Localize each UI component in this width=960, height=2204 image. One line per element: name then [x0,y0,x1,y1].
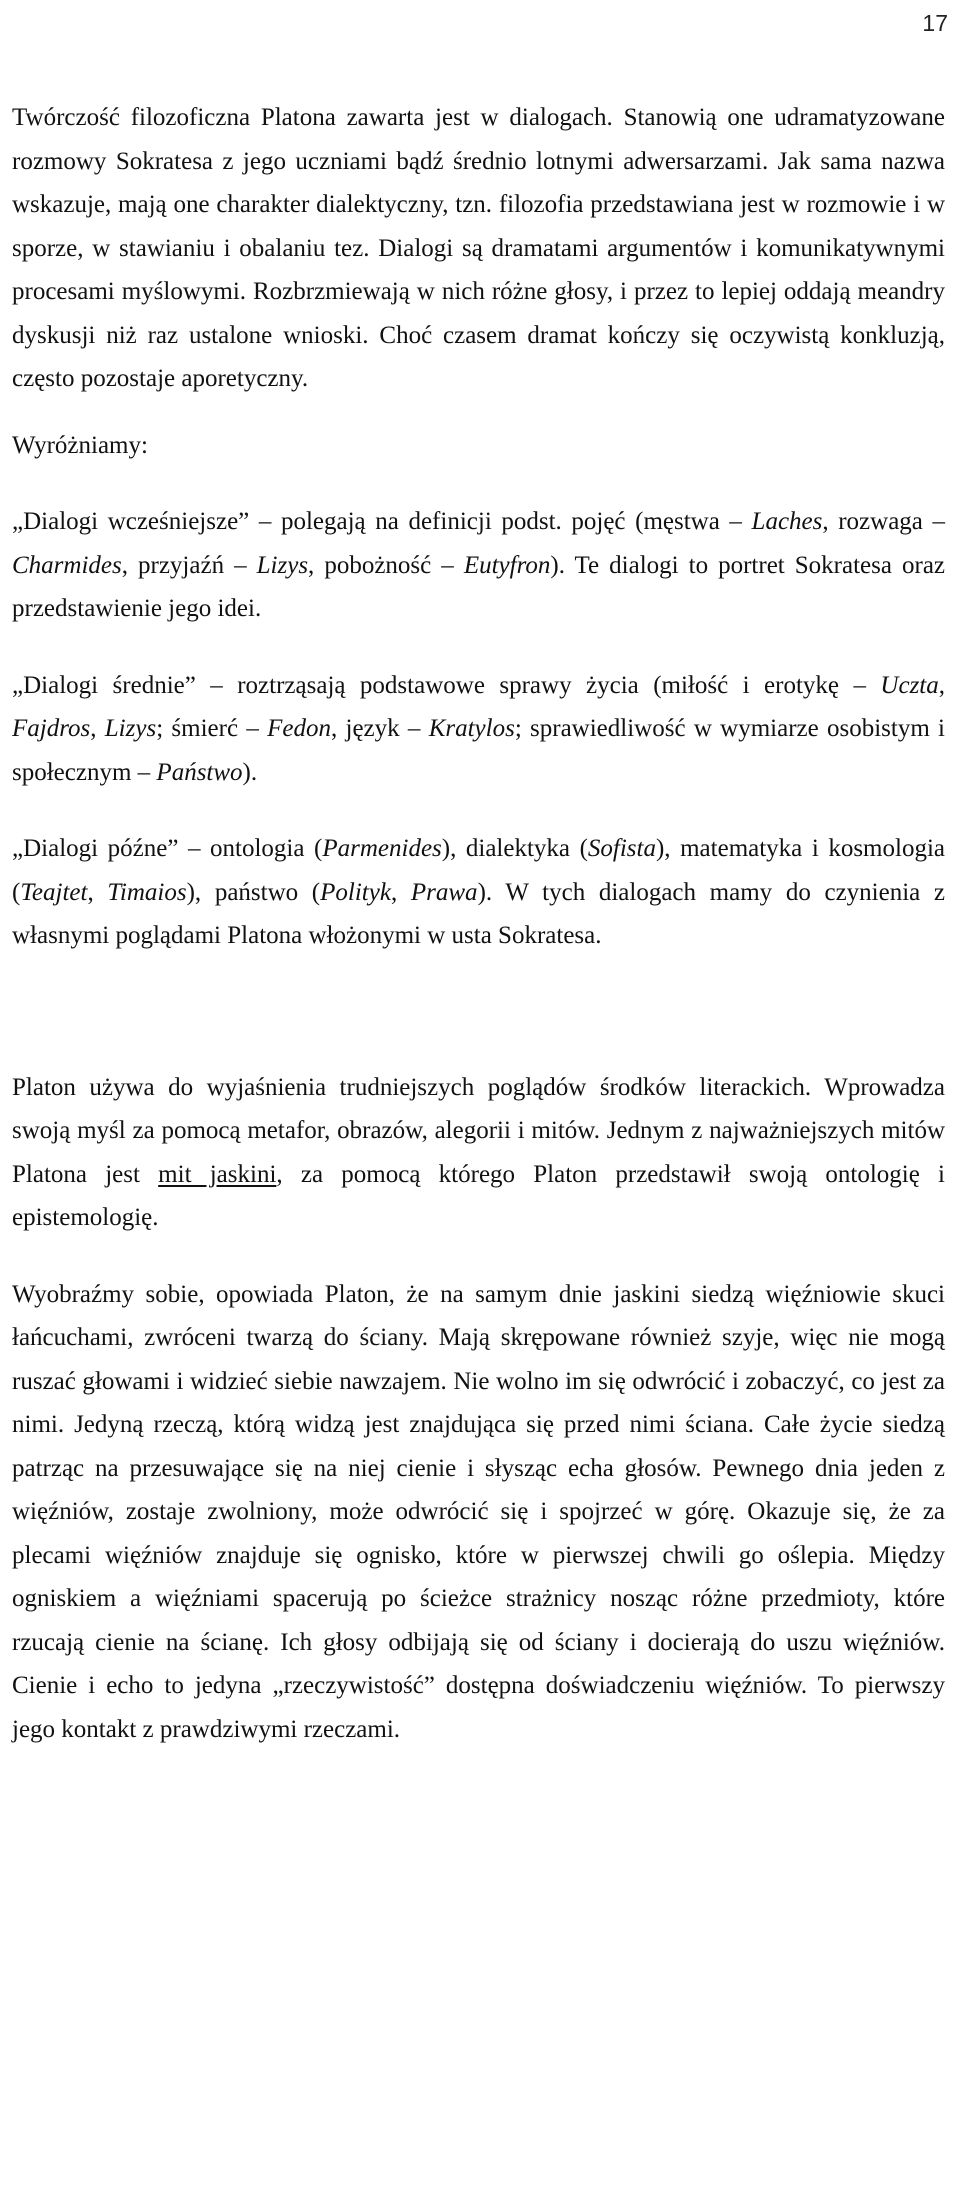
text-run: ), matematyka i kosmologia ( [12,835,945,906]
dialogue-title: Kratylos [428,715,515,742]
text-run: , [87,878,108,906]
literary-devices-paragraph [12,1066,945,1240]
text-run: , rozwaga – [822,508,946,535]
text-run: ; sprawiedliwość w wymiarze osobistym i społecznym – [12,715,945,786]
text-run: , pobożność – [308,551,464,579]
late-dialogues-paragraph [12,827,945,958]
text-run: ). W tych dialogach mamy do czynienia z własnymi poglądami Platona włożonymi w usta Sokratesa. [12,878,946,949]
dialogue-title: Lizys [256,551,309,579]
dialogue-title: Charmides [12,551,122,579]
text-run: „Dialogi wcześniejsze” – polegają na definicji podst. pojęć (męstwa – [12,508,752,535]
distinguish-label: Wyróżniamy: [12,431,148,459]
dialogue-title: Fajdros [12,715,91,742]
text-run: ). [242,758,258,786]
dialogue-title: Laches [751,508,823,535]
cave-myth-paragraph: Wyobraźmy sobie, opowiada Platon, że na samym dnie jaskini siedzą więźniowie skuci łańcuchami, zwróceni twarzą do ściany. Mają skrępowane również szyje, więc nie mogą ruszać głowami i widzieć siebie nawzajem. Nie wolno im się odwrócić i zobaczyć, co jest za nimi. Jedyną rzeczą, którą widzą jest znajdująca się przed nimi ściana. Całe życie siedzą patrząc na przesuwające się na niej cienie i słysząc echa głosów. Pewnego dnia jeden z więźniów, zostaje zwolniony, może odwrócić się i spojrzeć w górę. Okazuje się, że za plecami więźniów znajduje się ognisko, które w pierwszej chwili go oślepia. Między ogniskiem a więźniami spacerują po ścieżce strażnicy nosząc różne przedmioty, które rzucają cienie na ścianę. Ich głosy odbijają się od ściany i docierają do uszu więźniów. Cienie i echo to jedyna „rzeczywistość” dostępna doświadczeniu więźniów. To pierwszy jego kontakt z prawdziwymi rzeczami. [12,1280,945,1743]
dialogue-title: Eutyfron [463,551,551,579]
dialogue-title: Polityk [320,878,391,906]
text-run: ), państwo ( [186,878,321,906]
middle-dialogues-paragraph [12,664,945,795]
text-run: , przyjaźń – [121,551,257,579]
dialogue-title: Teajtet [20,878,88,906]
intro-paragraph: Twórczość filozoficzna Platona zawarta jest w dialogach. Stanowią one udramatyzowane rozmowy Sokratesa z jego uczniami bądź średnio lotnymi adwersarzami. Jak sama nazwa wskazuje, mają one charakter dialektyczny, tzn. filozofia przedstawiana jest w rozmowie i w sporze, w stawianiu i obalaniu tez. Dialogi są dramatami argumentów i komunikatywnymi procesami myślowymi. Rozbrzmiewają w nich różne głosy, i przez to lepiej oddają meandry dyskusji niż raz ustalone wnioski. Choć czasem dramat kończy się oczywistą konkluzją, często pozostaje aporetyczny. [12,104,945,392]
dialogue-title: Sofista [587,835,656,862]
text-run: ), dialektyka ( [441,835,588,862]
early-dialogues-paragraph [12,500,945,631]
dialogue-title: Fedon [267,715,331,742]
text-run: , za pomocą którego Platon przedstawił swoją ontologię i epistemologię. [12,1160,946,1231]
dialogue-title: Prawa [410,878,478,906]
text-run: , język – [330,715,429,742]
text-run: „Dialogi późne” – ontologia ( [12,835,323,862]
text-run: ; śmierć – [156,715,268,742]
dialogue-title: Uczta [880,671,939,699]
cave-myth-term: mit jaskini [158,1160,277,1188]
dialogue-title: Parmenides [322,835,442,862]
text-run: ). Te dialogi to portret Sokratesa oraz przedstawienie jego idei. [12,551,946,622]
dialogue-title: Lizys [104,715,157,742]
text-run: Platon używa do wyjaśnienia trudniejszych poglądów środków literackich. Wprowadza swoją myśl za pomocą metafor, obrazów, alegorii i mitów. Jednym z najważniejszych mitów Platona jest [12,1073,945,1188]
text-run: , [938,671,945,699]
text-run: , [390,878,411,906]
page-number: 17 [922,10,948,36]
dialogue-title: Państwo [156,758,243,786]
dialogue-title: Timaios [107,878,187,906]
text-run: „Dialogi średnie” – roztrząsają podstawowe sprawy życia (miłość i erotykę – [12,671,881,699]
document-body [12,96,945,1751]
text-run: , [90,715,105,742]
